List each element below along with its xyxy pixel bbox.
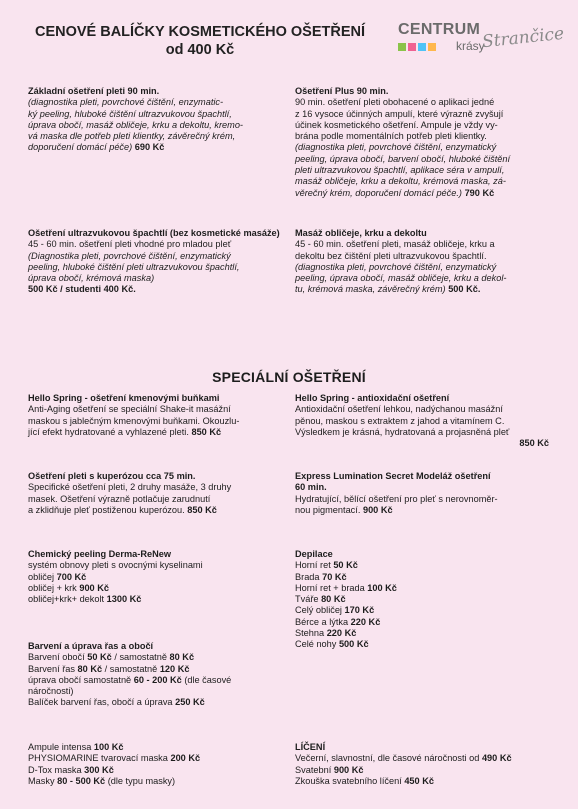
treatment-title: LÍČENÍ (295, 742, 326, 752)
treatment-massage (295, 228, 565, 296)
treatment-spring-antiox (295, 393, 549, 449)
price-value: 170 Kč (344, 605, 375, 616)
treatment-line: pěnou, maskou s extraktem z jahod a vitamínem C. (295, 415, 505, 426)
price-label: obličej (28, 571, 55, 582)
treatment-line: brána podle momentálních potřeb pleti klientky. (295, 131, 487, 142)
treatment-line: 45 - 60 min. ošetření pleti vhodné pro mladou pleť (28, 239, 232, 250)
price-row (28, 572, 290, 583)
price-value: 220 Kč (350, 616, 381, 627)
treatment-title: Ošetření Plus 90 min. (295, 86, 389, 96)
treatment-price: 850 Kč (519, 438, 549, 449)
page-title-line1: CENOVÉ BALÍČKY KOSMETICKÉHO OŠETŘENÍ (34, 24, 366, 40)
price-label: obličej+krk+ dekolt (28, 594, 105, 605)
price-value: 220 Kč (326, 628, 357, 639)
treatment-line: Anti-Aging ošetření se speciální Shake-it masážní (28, 404, 231, 415)
price-value: 100 Kč (367, 582, 397, 593)
price-label: Tváře (295, 594, 319, 605)
price-row: D-Tox maska 300 Kč (28, 764, 114, 775)
treatment-line: doporučení domácí péče) (28, 142, 133, 153)
price-row: Masky 80 - 500 Kč (dle typu masky) (28, 775, 176, 786)
treatment-title: Hello Spring - antioxidační ošetření (295, 393, 450, 403)
price-value: 500 Kč (338, 639, 369, 650)
price-label: Brada (295, 571, 320, 582)
logo-square (418, 43, 426, 51)
price-row (295, 594, 557, 605)
treatment-line: masek. Ošetření výrazně potlačuje zarudnutí (28, 493, 211, 504)
treatment-line: vá maska dle potřeb pleti klientky, závěrečný krém, (28, 131, 236, 142)
price-label: Horní ret (295, 560, 331, 571)
logo (392, 18, 566, 58)
treatment-price: 850 Kč (191, 426, 222, 437)
treatment-line: úprava obočí, krémová maska) (28, 273, 155, 284)
treatment-title: Základní ošetření pleti 90 min. (28, 86, 160, 96)
price-row: Balíček barvení řas, obočí a úprava 250 Kč (28, 697, 205, 708)
treatment-line: systém obnovy pleti s ovocnými kyselinami (28, 560, 203, 571)
logo-square (428, 43, 436, 51)
treatment-line: (diagnostika pleti, povrchové čištění, enzymatický (295, 142, 497, 153)
treatment-line: 90 min. ošetření pleti obohacené o aplikaci jedné (295, 97, 495, 108)
page-title-line2: od 400 Kč (165, 42, 235, 58)
section-title-special: SPECIÁLNÍ OŠETŘENÍ (212, 369, 366, 385)
price-label: Celé nohy (295, 639, 337, 650)
price-row: úprava obočí samostatně 60 - 200 Kč (dle časové (28, 674, 232, 685)
treatment-ultrasound (28, 228, 283, 296)
treatment-duration: 60 min. (295, 482, 327, 493)
treatment-price: 900 Kč (362, 504, 393, 515)
treatment-line: Hydratující, bělící ošetření pro pleť s nerovnoměr- (295, 493, 498, 504)
price-row: PHYSIOMARINE tvarovací maska 200 Kč (28, 753, 201, 764)
treatment-line: 45 - 60 min. ošetření pleti, masáž obličeje, krku a (295, 239, 495, 250)
treatment-title: Chemický peeling Derma-ReNew (28, 549, 171, 559)
treatment-price: 850 Kč (187, 504, 217, 515)
price-row (28, 583, 290, 594)
price-label: Horní ret + brada (295, 582, 365, 593)
treatment-plus (295, 86, 565, 199)
treatment-couperose (28, 471, 290, 516)
treatment-line: účinek kosmetického ošetření. Ampule je vždy vy- (295, 119, 498, 130)
treatment-price: 500 Kč. (448, 284, 481, 295)
treatment-title: Ošetření pleti s kuperózou cca 75 min. (28, 471, 196, 481)
logo-sub: krásy (456, 39, 485, 53)
treatment-line: peeling, úprava obočí, masáž obličeje, krku a dekol- (295, 273, 507, 284)
price-label: Bérce a lýtka (295, 616, 349, 627)
treatment-title: Depilace (295, 549, 333, 559)
treatment-ampoules (28, 742, 290, 787)
price-row: Svatební 900 Kč (295, 764, 364, 775)
treatment-line: masáž obličeje, krku a dekoltu, krémová maska, zá- (295, 176, 506, 187)
treatment-title: Ošetření ultrazvukovou špachtlí (bez kosmetické masáže) (28, 228, 280, 238)
treatment-line: úprava obočí, masáž obličeje, krku a dekoltu, kremo- (28, 119, 243, 130)
treatment-line: maskou s jablečným kmenovými buňkami. Okouzlu- (28, 415, 240, 426)
treatment-line: dekoltu bez čištění pleti ultrazvukovou špachtlí. (295, 250, 487, 261)
price-row: náročnosti) (28, 686, 74, 697)
treatment-title: Barvení a úprava řas a obočí (28, 641, 154, 651)
price-row (295, 605, 557, 616)
price-row (295, 572, 557, 583)
treatment-line: věrečný krém, doporučení domácí péče.) (295, 187, 462, 198)
price-value: 50 Kč (333, 560, 358, 571)
treatment-title: Express Lumination Secret Modeláž ošetření (295, 471, 491, 481)
page-title (0, 24, 400, 58)
price-row (295, 617, 557, 628)
treatment-price: 690 Kč (134, 142, 165, 153)
treatment-line: ký peeling, hluboké čištění ultrazvukovou špachtlí, (28, 108, 232, 119)
price-label: Stehna (295, 628, 325, 639)
price-label: obličej + krk (28, 582, 77, 593)
treatment-price: 790 Kč (464, 187, 495, 198)
treatment-line: jící efekt hydratované a vyhlazené pleti. (28, 426, 189, 437)
price-label: Celý obličej (295, 605, 342, 616)
treatment-lumination (295, 471, 565, 516)
treatment-line: Specifické ošetření pleti, 2 druhy masáže, 3 druhy (28, 482, 232, 493)
price-row (295, 639, 557, 650)
treatment-title: Hello Spring - ošetření kmenovými buňkami (28, 393, 220, 403)
price-value: 80 Kč (321, 594, 346, 605)
price-value: 70 Kč (322, 571, 347, 582)
treatment-line: pleti ultrazvukovou špachtlí, aplikace séra v ampulí, (295, 165, 505, 176)
treatment-title: Masáž obličeje, krku a dekoltu (295, 228, 427, 238)
treatment-spring-stem (28, 393, 290, 438)
treatment-line: (diagnostika pleti, povrchové čištění, enzymatický (295, 261, 497, 272)
price-row (295, 583, 557, 594)
price-row (295, 628, 557, 639)
price-row (295, 560, 557, 571)
treatment-tinting (28, 641, 290, 709)
price-row: Zkouška svatebního líčení 450 Kč (295, 775, 434, 786)
price-row: Večerní, slavnostní, dle časové náročnosti od 490 Kč (295, 753, 512, 764)
logo-square (398, 43, 406, 51)
price-row: Barvení obočí 50 Kč / samostatně 80 Kč (28, 652, 195, 663)
treatment-line: Antioxidační ošetření lehkou, nadýchanou masážní (295, 404, 503, 415)
treatment-line: Výsledkem je krásná, hydratovaná a projasněná pleť (295, 426, 510, 437)
price-value: 700 Kč (56, 571, 87, 582)
price-value: 1300 Kč (106, 594, 142, 605)
logo-color-squares (398, 43, 436, 51)
treatment-basic (28, 86, 290, 154)
treatment-makeup (295, 742, 565, 787)
price-row (28, 594, 290, 605)
logo-square (408, 43, 416, 51)
treatment-line: z 16 vysoce účinných ampulí, které výrazně zvyšují (295, 108, 504, 119)
treatment-line: peeling, úprava obočí, barvení obočí, hluboké čištění (295, 153, 511, 164)
treatment-line: peeling, hluboké čištění pleti ultrazvukovou špachtlí, (28, 261, 240, 272)
logo-signature: Strančice (481, 23, 566, 53)
treatment-peeling (28, 549, 290, 605)
logo-word: CENTRUM (398, 21, 481, 38)
treatment-line: nou pigmentací. (295, 504, 361, 515)
treatment-price: 500 Kč / studenti 400 Kč. (28, 284, 136, 295)
treatment-depilation (295, 549, 557, 651)
price-row: Barvení řas 80 Kč / samostatně 120 Kč (28, 663, 190, 674)
treatment-line: tu, krémová maska, závěrečný krém) (295, 284, 446, 295)
treatment-line: (Diagnostika pleti, povrchové čištění, enzymatický (28, 250, 231, 261)
treatment-line: (diagnostika pleti, povrchové čištění, enzymatic- (28, 97, 224, 108)
price-row: Ampule intensa 100 Kč (28, 742, 124, 752)
treatment-line: a zklidňuje pleť postiženou kuperózou. (28, 504, 185, 515)
price-value: 900 Kč (79, 582, 109, 593)
